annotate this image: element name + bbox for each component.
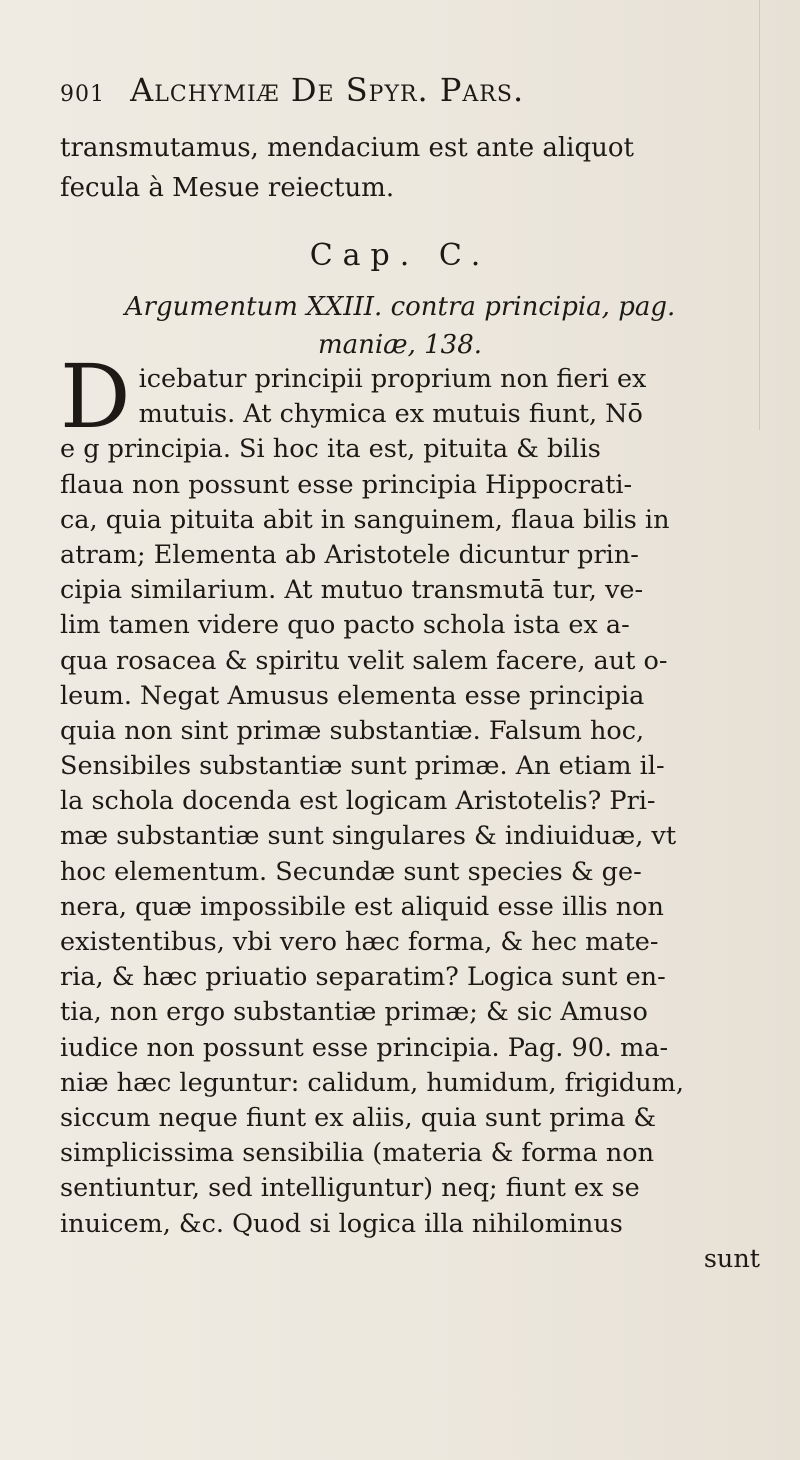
text-line: mutuis. At chymica ex mutuis fiunt, Nō: [138, 399, 643, 430]
text-line: iudice non possunt esse principia. Pag. 90. ma-: [60, 1032, 669, 1063]
text-line: atram; Elementa ab Aristotele dicuntur prin-: [60, 539, 639, 570]
text-line: fecula à Mesue reiectum.: [60, 173, 395, 203]
text-line: sunt: [703, 1243, 760, 1274]
running-title: Alchymiæ De Spyr. Pars.: [130, 71, 525, 109]
text-line: lim tamen videre quo pacto schola ista ex a-: [60, 610, 630, 641]
text-line: e g principia. Si hoc ita est, pituita & bilis: [60, 434, 601, 465]
text-line: ria, & hæc priuatio separatim? Logica sunt en-: [60, 962, 666, 993]
page-number: 901: [60, 82, 105, 107]
text-line: leum. Negat Amusus elementa esse principia: [60, 680, 645, 711]
argument-line: Argumentum XXIII. contra principia, pag.: [124, 292, 676, 322]
text-line: inuicem, &c. Quod si logica illa nihilominus: [60, 1208, 623, 1239]
running-header: [60, 70, 740, 115]
intro-text: [60, 128, 750, 208]
text-line: transmutamus, mendacium est ante aliquot: [60, 133, 634, 163]
text-line: simplicissima sensibilia (materia & forma non: [60, 1138, 655, 1169]
text-line: nera, quæ impossibile est aliquid esse illis non: [60, 891, 664, 922]
text-line: cipia similarium. At mutuo transmutā tur, ve-: [60, 575, 644, 606]
text-line: icebatur principii proprium non fieri ex: [138, 364, 647, 394]
text-line: existentibus, vbi vero hæc forma, & hec mate-: [60, 927, 659, 957]
text-line: qua rosacea & spiritu velit salem facere, aut o-: [60, 645, 668, 676]
text-line: hoc elementum. Secundæ sunt species & ge-: [60, 856, 642, 887]
text-line: sentiuntur, sed intelliguntur) neq; fiunt ex se: [60, 1173, 640, 1204]
text-line: flaua non possunt esse principia Hippocrati-: [60, 469, 633, 500]
text-line: quia non sint primæ substantiæ. Falsum hoc,: [60, 715, 645, 746]
text-line: niæ hæc leguntur: calidum, humidum, frigidum,: [60, 1067, 684, 1098]
text-line: mæ substantiæ sunt singulares & indiuiduæ, vt: [60, 821, 677, 852]
text-line: la schola docenda est logicam Aristotelis? Pri-: [60, 786, 656, 817]
argument-line: maniæ, 138.: [317, 330, 483, 360]
chapter-heading: Cap. C.: [309, 238, 491, 273]
text-line: ca, quia pituita abit in sanguinem, flaua bilis in: [60, 504, 670, 535]
text-line: siccum neque fiunt ex aliis, quia sunt prima &: [60, 1102, 657, 1133]
drop-cap: D: [60, 345, 131, 448]
argument-heading: [60, 288, 740, 364]
text-line: tia, non ergo substantiæ primæ; & sic Amuso: [60, 997, 648, 1028]
text-line: Sensibiles substantiæ sunt primæ. An etiam il-: [60, 751, 665, 782]
